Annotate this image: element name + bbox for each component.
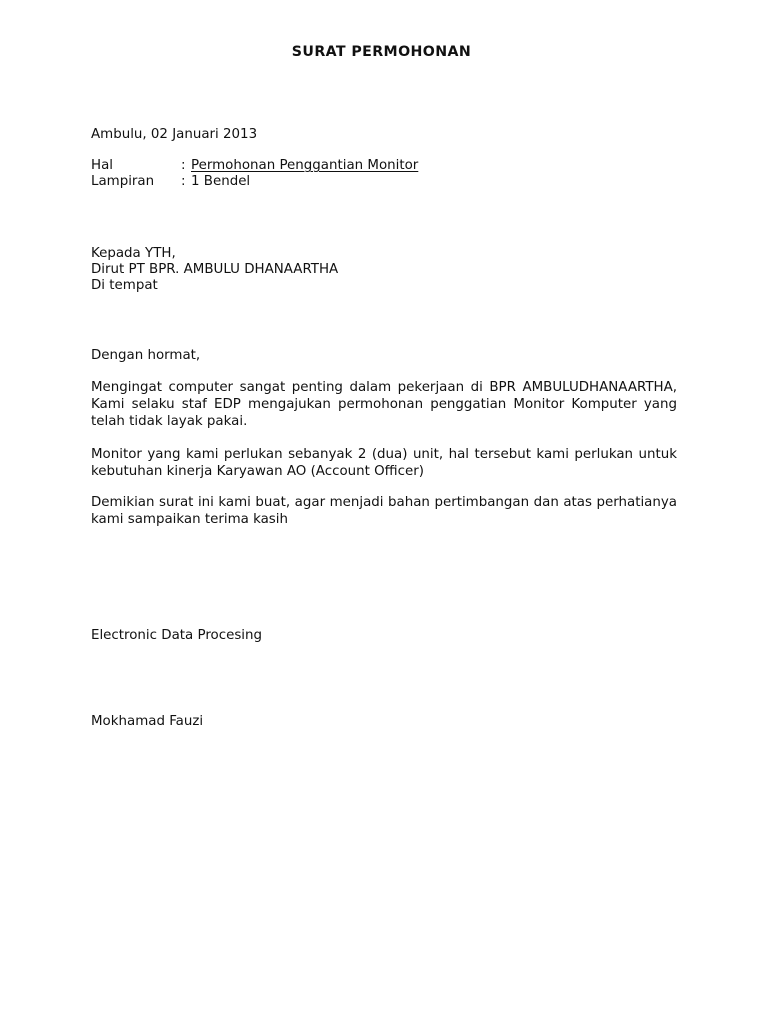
meta-value-attachment: 1 Bendel — [191, 174, 251, 189]
place-date: Ambulu, 02 Januari 2013 — [91, 127, 258, 142]
salutation: Dengan hormat, — [91, 348, 201, 363]
meta-value-subject: Permohonan Penggantian Monitor — [191, 158, 419, 173]
meta-separator-subject: : — [181, 158, 186, 173]
recipient-line: Kepada YTH, — [91, 246, 176, 261]
signatory-name: Mokhamad Fauzi — [91, 714, 204, 729]
body-paragraph: Demikian surat ini kami buat, agar menjadi bahan pertimbangan dan atas perhatianya kami sampaikan terima kasih — [91, 495, 677, 527]
meta-label-subject: Hal — [91, 158, 113, 173]
body-paragraph: Monitor yang kami perlukan sebanyak 2 (dua) unit, hal tersebut kami perlukan untuk kebutuhan kinerja Karyawan AO (Account Officer) — [91, 447, 677, 479]
sender-department: Electronic Data Procesing — [91, 628, 263, 643]
meta-separator-attachment: : — [181, 174, 186, 189]
meta-label-attachment: Lampiran — [91, 174, 155, 189]
recipient-line: Di tempat — [91, 278, 158, 293]
recipient-line: Dirut PT BPR. AMBULU DHANAARTHA — [91, 262, 339, 277]
body-paragraph: Mengingat computer sangat penting dalam pekerjaan di BPR AMBULUDHANAARTHA, Kami selaku staf EDP mengajukan permohonan penggatian Monitor Komputer yang telah tidak layak pakai. — [91, 380, 677, 429]
letter-title: SURAT PERMOHONAN — [291, 44, 472, 60]
